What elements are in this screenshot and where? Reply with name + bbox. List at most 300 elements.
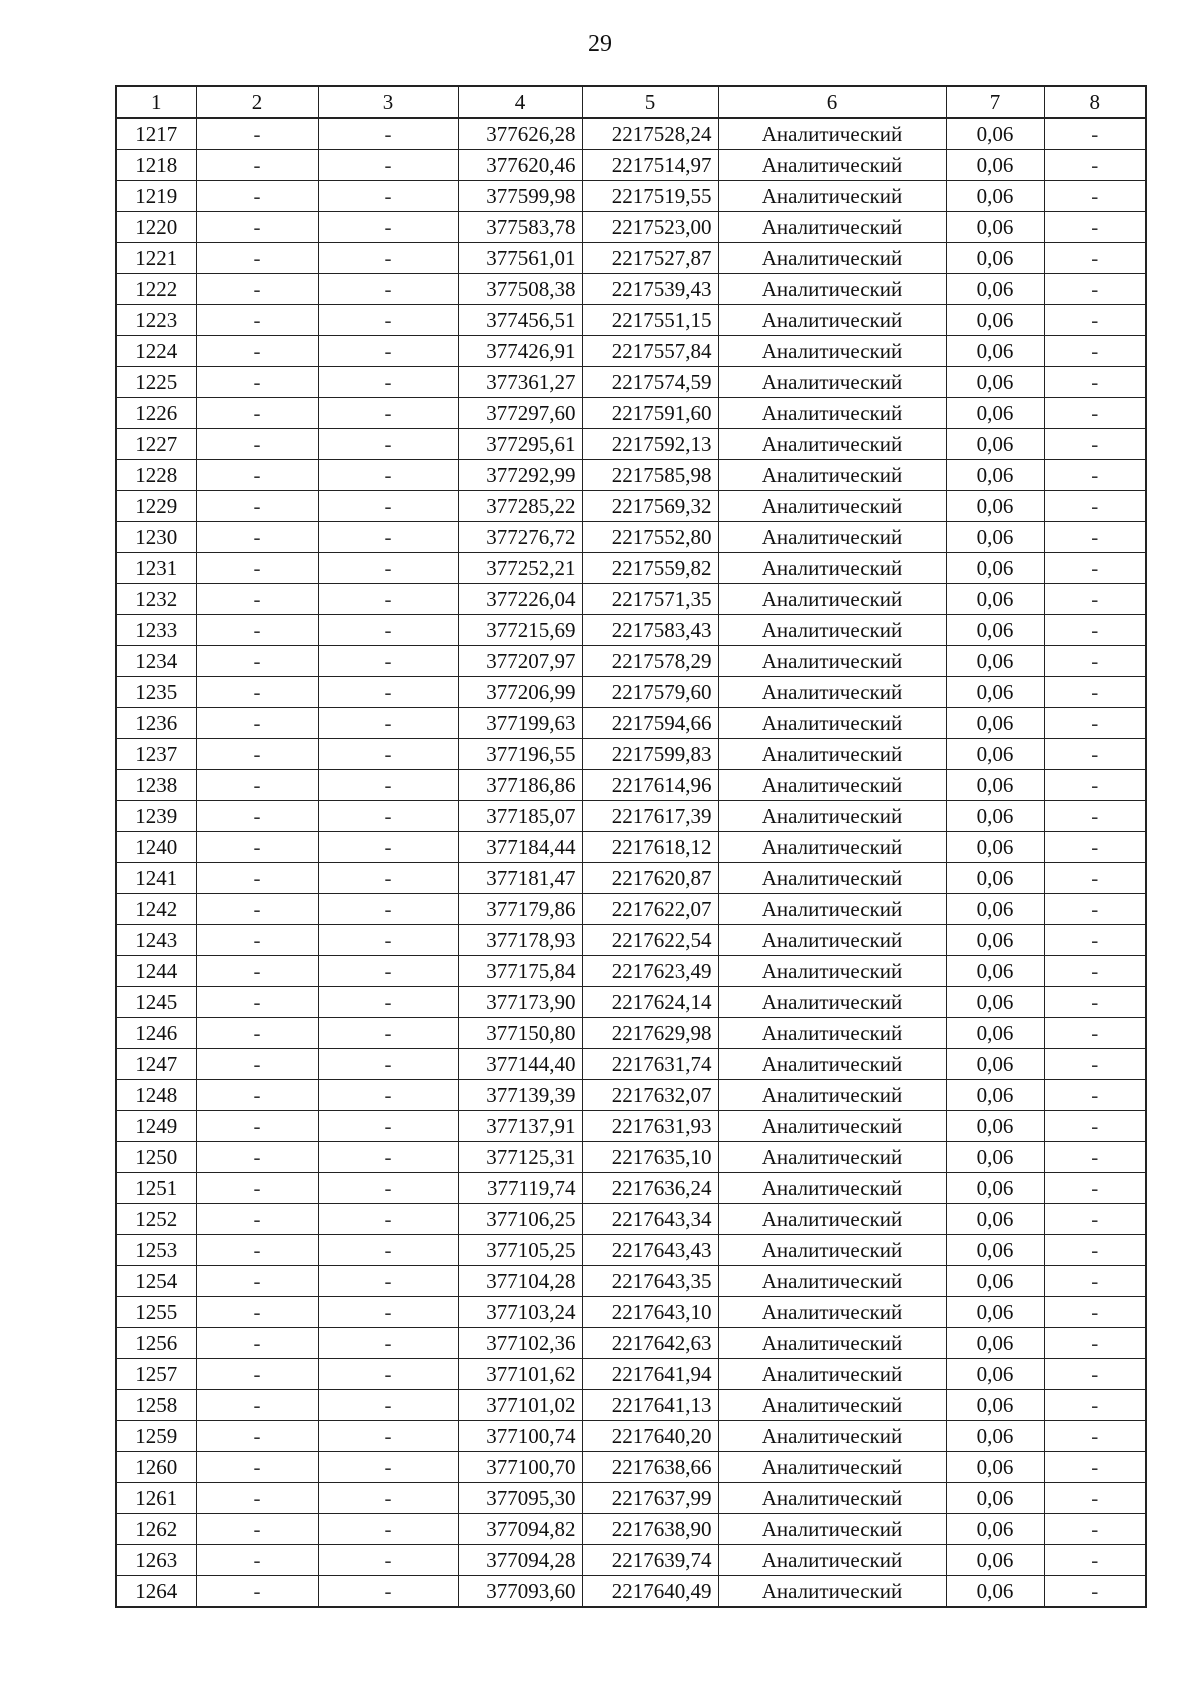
x-coordinate-cell: 377199,63 (458, 708, 582, 739)
col-3-cell: - (318, 708, 458, 739)
method-cell: Аналитический (718, 1545, 946, 1576)
accuracy-cell: 0,06 (946, 832, 1044, 863)
col-8-cell: - (1044, 1235, 1146, 1266)
method-cell: Аналитический (718, 894, 946, 925)
col-2-cell: - (196, 677, 318, 708)
col-8-cell: - (1044, 243, 1146, 274)
method-cell: Аналитический (718, 1452, 946, 1483)
x-coordinate-cell: 377456,51 (458, 305, 582, 336)
col-2-cell: - (196, 1142, 318, 1173)
y-coordinate-cell: 2217632,07 (582, 1080, 718, 1111)
col-8-cell: - (1044, 1359, 1146, 1390)
y-coordinate-cell: 2217639,74 (582, 1545, 718, 1576)
col-8-cell: - (1044, 1514, 1146, 1545)
col-2-cell: - (196, 305, 318, 336)
col-2-cell: - (196, 1421, 318, 1452)
point-number-cell: 1221 (116, 243, 196, 274)
point-number-cell: 1231 (116, 553, 196, 584)
method-cell: Аналитический (718, 1576, 946, 1608)
col-8-cell: - (1044, 1545, 1146, 1576)
method-cell: Аналитический (718, 1266, 946, 1297)
x-coordinate-cell: 377196,55 (458, 739, 582, 770)
point-number-cell: 1262 (116, 1514, 196, 1545)
y-coordinate-cell: 2217642,63 (582, 1328, 718, 1359)
x-coordinate-cell: 377103,24 (458, 1297, 582, 1328)
col-2-cell: - (196, 987, 318, 1018)
col-3-cell: - (318, 367, 458, 398)
accuracy-cell: 0,06 (946, 1080, 1044, 1111)
accuracy-cell: 0,06 (946, 1483, 1044, 1514)
col-8-cell: - (1044, 336, 1146, 367)
accuracy-cell: 0,06 (946, 1266, 1044, 1297)
table-row (116, 398, 1146, 429)
accuracy-cell: 0,06 (946, 1235, 1044, 1266)
col-8-cell: - (1044, 894, 1146, 925)
table-row (116, 491, 1146, 522)
col-8-cell: - (1044, 646, 1146, 677)
method-cell: Аналитический (718, 739, 946, 770)
method-cell: Аналитический (718, 646, 946, 677)
accuracy-cell: 0,06 (946, 118, 1044, 150)
col-8-cell: - (1044, 522, 1146, 553)
col-2-cell: - (196, 522, 318, 553)
table-row (116, 863, 1146, 894)
y-coordinate-cell: 2217514,97 (582, 150, 718, 181)
accuracy-cell: 0,06 (946, 522, 1044, 553)
table-body (116, 118, 1146, 1607)
x-coordinate-cell: 377292,99 (458, 460, 582, 491)
col-3-cell: - (318, 1080, 458, 1111)
col-3-cell: - (318, 1545, 458, 1576)
accuracy-cell: 0,06 (946, 739, 1044, 770)
point-number-cell: 1239 (116, 801, 196, 832)
col-8-cell: - (1044, 274, 1146, 305)
y-coordinate-cell: 2217631,93 (582, 1111, 718, 1142)
y-coordinate-cell: 2217623,49 (582, 956, 718, 987)
col-8-cell: - (1044, 398, 1146, 429)
col-8-cell: - (1044, 708, 1146, 739)
table-row (116, 677, 1146, 708)
col-8-cell: - (1044, 212, 1146, 243)
y-coordinate-cell: 2217552,80 (582, 522, 718, 553)
x-coordinate-cell: 377361,27 (458, 367, 582, 398)
col-8-cell: - (1044, 677, 1146, 708)
method-cell: Аналитический (718, 553, 946, 584)
accuracy-cell: 0,06 (946, 1142, 1044, 1173)
table-row (116, 1328, 1146, 1359)
method-cell: Аналитический (718, 1328, 946, 1359)
point-number-cell: 1237 (116, 739, 196, 770)
y-coordinate-cell: 2217643,10 (582, 1297, 718, 1328)
col-8-cell: - (1044, 925, 1146, 956)
table-row (116, 1018, 1146, 1049)
table-row (116, 429, 1146, 460)
accuracy-cell: 0,06 (946, 1390, 1044, 1421)
x-coordinate-cell: 377100,74 (458, 1421, 582, 1452)
method-cell: Аналитический (718, 398, 946, 429)
y-coordinate-cell: 2217641,13 (582, 1390, 718, 1421)
x-coordinate-cell: 377093,60 (458, 1576, 582, 1608)
accuracy-cell: 0,06 (946, 1576, 1044, 1608)
accuracy-cell: 0,06 (946, 615, 1044, 646)
y-coordinate-cell: 2217528,24 (582, 118, 718, 150)
point-number-cell: 1228 (116, 460, 196, 491)
method-cell: Аналитический (718, 429, 946, 460)
table-row (116, 1235, 1146, 1266)
method-cell: Аналитический (718, 1080, 946, 1111)
x-coordinate-cell: 377119,74 (458, 1173, 582, 1204)
accuracy-cell: 0,06 (946, 243, 1044, 274)
y-coordinate-cell: 2217599,83 (582, 739, 718, 770)
y-coordinate-cell: 2217591,60 (582, 398, 718, 429)
col-2-cell: - (196, 925, 318, 956)
x-coordinate-cell: 377101,62 (458, 1359, 582, 1390)
col-8-cell: - (1044, 1390, 1146, 1421)
col-8-cell: - (1044, 801, 1146, 832)
y-coordinate-cell: 2217583,43 (582, 615, 718, 646)
method-cell: Аналитический (718, 1359, 946, 1390)
col-8-cell: - (1044, 429, 1146, 460)
col-2-cell: - (196, 832, 318, 863)
x-coordinate-cell: 377508,38 (458, 274, 582, 305)
y-coordinate-cell: 2217527,87 (582, 243, 718, 274)
method-cell: Аналитический (718, 118, 946, 150)
point-number-cell: 1248 (116, 1080, 196, 1111)
col-3-cell: - (318, 305, 458, 336)
point-number-cell: 1232 (116, 584, 196, 615)
x-coordinate-cell: 377181,47 (458, 863, 582, 894)
col-8-cell: - (1044, 1421, 1146, 1452)
accuracy-cell: 0,06 (946, 305, 1044, 336)
table-row (116, 1204, 1146, 1235)
method-cell: Аналитический (718, 863, 946, 894)
method-cell: Аналитический (718, 491, 946, 522)
accuracy-cell: 0,06 (946, 956, 1044, 987)
x-coordinate-cell: 377297,60 (458, 398, 582, 429)
col-3-cell: - (318, 646, 458, 677)
accuracy-cell: 0,06 (946, 770, 1044, 801)
x-coordinate-cell: 377100,70 (458, 1452, 582, 1483)
x-coordinate-cell: 377179,86 (458, 894, 582, 925)
point-number-cell: 1250 (116, 1142, 196, 1173)
method-cell: Аналитический (718, 770, 946, 801)
accuracy-cell: 0,06 (946, 1545, 1044, 1576)
x-coordinate-cell: 377207,97 (458, 646, 582, 677)
y-coordinate-cell: 2217638,90 (582, 1514, 718, 1545)
table-row (116, 1359, 1146, 1390)
y-coordinate-cell: 2217640,20 (582, 1421, 718, 1452)
x-coordinate-cell: 377285,22 (458, 491, 582, 522)
x-coordinate-cell: 377206,99 (458, 677, 582, 708)
x-coordinate-cell: 377150,80 (458, 1018, 582, 1049)
col-8-cell: - (1044, 1452, 1146, 1483)
col-8-cell: - (1044, 1142, 1146, 1173)
point-number-cell: 1253 (116, 1235, 196, 1266)
table-row (116, 243, 1146, 274)
col-2-cell: - (196, 336, 318, 367)
x-coordinate-cell: 377095,30 (458, 1483, 582, 1514)
accuracy-cell: 0,06 (946, 491, 1044, 522)
y-coordinate-cell: 2217643,35 (582, 1266, 718, 1297)
col-3-cell: - (318, 615, 458, 646)
col-3-cell: - (318, 925, 458, 956)
x-coordinate-cell: 377106,25 (458, 1204, 582, 1235)
y-coordinate-cell: 2217539,43 (582, 274, 718, 305)
table-row (116, 1483, 1146, 1514)
point-number-cell: 1256 (116, 1328, 196, 1359)
x-coordinate-cell: 377226,04 (458, 584, 582, 615)
y-coordinate-cell: 2217519,55 (582, 181, 718, 212)
col-2-cell: - (196, 708, 318, 739)
col-3-cell: - (318, 894, 458, 925)
table-row (116, 274, 1146, 305)
col-2-cell: - (196, 398, 318, 429)
col-3-cell: - (318, 336, 458, 367)
x-coordinate-cell: 377094,82 (458, 1514, 582, 1545)
col-8-cell: - (1044, 1576, 1146, 1608)
col-2-cell: - (196, 770, 318, 801)
x-coordinate-cell: 377215,69 (458, 615, 582, 646)
col-2-cell: - (196, 1545, 318, 1576)
y-coordinate-cell: 2217643,43 (582, 1235, 718, 1266)
col-8-cell: - (1044, 770, 1146, 801)
column-header: 4 (458, 86, 582, 118)
accuracy-cell: 0,06 (946, 646, 1044, 677)
col-3-cell: - (318, 491, 458, 522)
point-number-cell: 1230 (116, 522, 196, 553)
col-2-cell: - (196, 739, 318, 770)
x-coordinate-cell: 377276,72 (458, 522, 582, 553)
method-cell: Аналитический (718, 243, 946, 274)
accuracy-cell: 0,06 (946, 1328, 1044, 1359)
col-2-cell: - (196, 863, 318, 894)
col-3-cell: - (318, 118, 458, 150)
method-cell: Аналитический (718, 1049, 946, 1080)
col-2-cell: - (196, 646, 318, 677)
method-cell: Аналитический (718, 305, 946, 336)
point-number-cell: 1236 (116, 708, 196, 739)
col-2-cell: - (196, 615, 318, 646)
y-coordinate-cell: 2217574,59 (582, 367, 718, 398)
method-cell: Аналитический (718, 150, 946, 181)
x-coordinate-cell: 377101,02 (458, 1390, 582, 1421)
x-coordinate-cell: 377620,46 (458, 150, 582, 181)
column-header: 6 (718, 86, 946, 118)
col-3-cell: - (318, 243, 458, 274)
col-8-cell: - (1044, 1080, 1146, 1111)
col-2-cell: - (196, 367, 318, 398)
y-coordinate-cell: 2217641,94 (582, 1359, 718, 1390)
col-2-cell: - (196, 1297, 318, 1328)
point-number-cell: 1254 (116, 1266, 196, 1297)
table-row (116, 1173, 1146, 1204)
col-3-cell: - (318, 1452, 458, 1483)
point-number-cell: 1233 (116, 615, 196, 646)
col-2-cell: - (196, 1235, 318, 1266)
accuracy-cell: 0,06 (946, 1452, 1044, 1483)
col-8-cell: - (1044, 1204, 1146, 1235)
point-number-cell: 1247 (116, 1049, 196, 1080)
col-2-cell: - (196, 429, 318, 460)
x-coordinate-cell: 377186,86 (458, 770, 582, 801)
accuracy-cell: 0,06 (946, 801, 1044, 832)
method-cell: Аналитический (718, 1018, 946, 1049)
table-row (116, 615, 1146, 646)
method-cell: Аналитический (718, 522, 946, 553)
column-header: 8 (1044, 86, 1146, 118)
accuracy-cell: 0,06 (946, 336, 1044, 367)
col-3-cell: - (318, 553, 458, 584)
table-row (116, 1297, 1146, 1328)
x-coordinate-cell: 377295,61 (458, 429, 582, 460)
table-header-row (116, 86, 1146, 118)
x-coordinate-cell: 377104,28 (458, 1266, 582, 1297)
table-row (116, 801, 1146, 832)
col-8-cell: - (1044, 305, 1146, 336)
table-row (116, 1266, 1146, 1297)
table-row (116, 1080, 1146, 1111)
col-2-cell: - (196, 1390, 318, 1421)
point-number-cell: 1255 (116, 1297, 196, 1328)
col-8-cell: - (1044, 832, 1146, 863)
point-number-cell: 1264 (116, 1576, 196, 1608)
accuracy-cell: 0,06 (946, 1421, 1044, 1452)
x-coordinate-cell: 377561,01 (458, 243, 582, 274)
table-row (116, 1142, 1146, 1173)
method-cell: Аналитический (718, 677, 946, 708)
col-2-cell: - (196, 1452, 318, 1483)
col-3-cell: - (318, 801, 458, 832)
method-cell: Аналитический (718, 1235, 946, 1266)
x-coordinate-cell: 377139,39 (458, 1080, 582, 1111)
col-2-cell: - (196, 118, 318, 150)
method-cell: Аналитический (718, 181, 946, 212)
col-3-cell: - (318, 429, 458, 460)
accuracy-cell: 0,06 (946, 584, 1044, 615)
x-coordinate-cell: 377144,40 (458, 1049, 582, 1080)
col-8-cell: - (1044, 584, 1146, 615)
accuracy-cell: 0,06 (946, 181, 1044, 212)
y-coordinate-cell: 2217617,39 (582, 801, 718, 832)
col-3-cell: - (318, 1235, 458, 1266)
table-row (116, 367, 1146, 398)
col-8-cell: - (1044, 1111, 1146, 1142)
table-row (116, 584, 1146, 615)
method-cell: Аналитический (718, 1421, 946, 1452)
col-2-cell: - (196, 801, 318, 832)
accuracy-cell: 0,06 (946, 274, 1044, 305)
accuracy-cell: 0,06 (946, 460, 1044, 491)
x-coordinate-cell: 377175,84 (458, 956, 582, 987)
table-row (116, 1545, 1146, 1576)
table-row (116, 1576, 1146, 1608)
x-coordinate-cell: 377137,91 (458, 1111, 582, 1142)
point-number-cell: 1263 (116, 1545, 196, 1576)
method-cell: Аналитический (718, 925, 946, 956)
point-number-cell: 1261 (116, 1483, 196, 1514)
table-row (116, 1049, 1146, 1080)
point-number-cell: 1244 (116, 956, 196, 987)
col-3-cell: - (318, 181, 458, 212)
y-coordinate-cell: 2217579,60 (582, 677, 718, 708)
method-cell: Аналитический (718, 1142, 946, 1173)
col-2-cell: - (196, 956, 318, 987)
point-number-cell: 1238 (116, 770, 196, 801)
x-coordinate-cell: 377599,98 (458, 181, 582, 212)
col-2-cell: - (196, 1576, 318, 1608)
point-number-cell: 1229 (116, 491, 196, 522)
col-8-cell: - (1044, 863, 1146, 894)
accuracy-cell: 0,06 (946, 398, 1044, 429)
point-number-cell: 1251 (116, 1173, 196, 1204)
accuracy-cell: 0,06 (946, 925, 1044, 956)
method-cell: Аналитический (718, 336, 946, 367)
y-coordinate-cell: 2217578,29 (582, 646, 718, 677)
point-number-cell: 1217 (116, 118, 196, 150)
point-number-cell: 1259 (116, 1421, 196, 1452)
col-3-cell: - (318, 1266, 458, 1297)
col-3-cell: - (318, 1049, 458, 1080)
col-8-cell: - (1044, 615, 1146, 646)
accuracy-cell: 0,06 (946, 553, 1044, 584)
col-8-cell: - (1044, 1018, 1146, 1049)
col-2-cell: - (196, 243, 318, 274)
col-3-cell: - (318, 1390, 458, 1421)
col-2-cell: - (196, 584, 318, 615)
table-row (116, 646, 1146, 677)
accuracy-cell: 0,06 (946, 1111, 1044, 1142)
y-coordinate-cell: 2217523,00 (582, 212, 718, 243)
x-coordinate-cell: 377184,44 (458, 832, 582, 863)
col-3-cell: - (318, 1018, 458, 1049)
method-cell: Аналитический (718, 708, 946, 739)
point-number-cell: 1218 (116, 150, 196, 181)
x-coordinate-cell: 377102,36 (458, 1328, 582, 1359)
table-row (116, 181, 1146, 212)
table-row (116, 708, 1146, 739)
col-3-cell: - (318, 1204, 458, 1235)
y-coordinate-cell: 2217620,87 (582, 863, 718, 894)
method-cell: Аналитический (718, 1297, 946, 1328)
accuracy-cell: 0,06 (946, 367, 1044, 398)
column-header: 3 (318, 86, 458, 118)
table-row (116, 770, 1146, 801)
col-2-cell: - (196, 1080, 318, 1111)
col-8-cell: - (1044, 1483, 1146, 1514)
y-coordinate-cell: 2217585,98 (582, 460, 718, 491)
y-coordinate-cell: 2217559,82 (582, 553, 718, 584)
col-3-cell: - (318, 987, 458, 1018)
col-3-cell: - (318, 150, 458, 181)
col-2-cell: - (196, 274, 318, 305)
col-8-cell: - (1044, 956, 1146, 987)
col-3-cell: - (318, 584, 458, 615)
accuracy-cell: 0,06 (946, 1173, 1044, 1204)
col-2-cell: - (196, 460, 318, 491)
col-8-cell: - (1044, 150, 1146, 181)
col-3-cell: - (318, 460, 458, 491)
x-coordinate-cell: 377252,21 (458, 553, 582, 584)
col-3-cell: - (318, 1576, 458, 1608)
point-number-cell: 1245 (116, 987, 196, 1018)
col-2-cell: - (196, 1483, 318, 1514)
point-number-cell: 1257 (116, 1359, 196, 1390)
x-coordinate-cell: 377426,91 (458, 336, 582, 367)
table-row (116, 1421, 1146, 1452)
accuracy-cell: 0,06 (946, 1359, 1044, 1390)
col-3-cell: - (318, 1514, 458, 1545)
method-cell: Аналитический (718, 212, 946, 243)
